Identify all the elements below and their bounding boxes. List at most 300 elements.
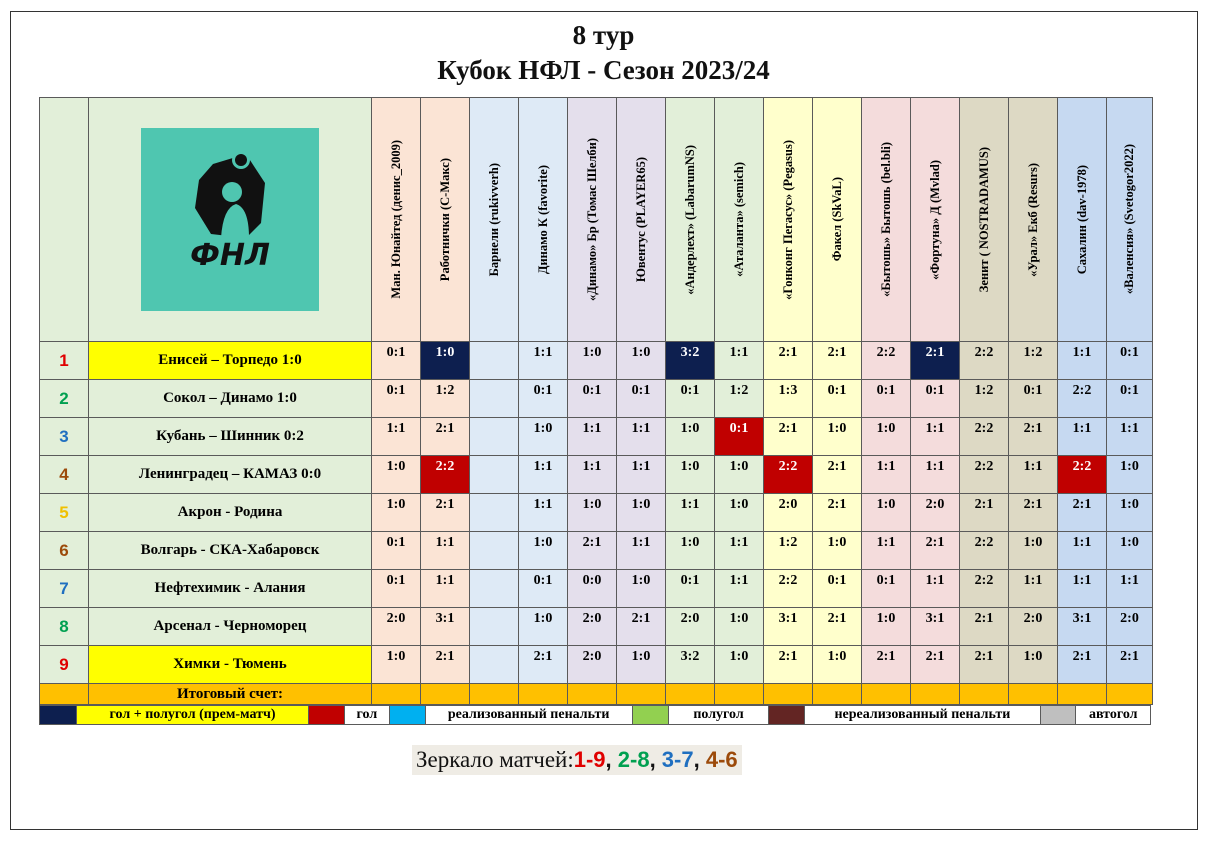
prediction-cell <box>911 494 960 532</box>
prediction-cell <box>666 646 715 684</box>
legend-swatch <box>769 706 805 724</box>
mirror-pair: 1-9 <box>573 747 606 772</box>
prediction-cell <box>813 380 862 418</box>
prediction-score: 0:1 <box>680 573 700 588</box>
prediction-score: 2:1 <box>974 611 994 626</box>
prediction-score: 0:1 <box>386 573 406 588</box>
prediction-score: 2:1 <box>827 459 847 474</box>
prediction-cell <box>1009 646 1058 684</box>
prediction-score: 2:1 <box>778 421 798 436</box>
prediction-score: 1:1 <box>582 459 602 474</box>
legend-label: полугол <box>669 706 770 724</box>
prediction-score: 0:1 <box>1120 383 1139 398</box>
prediction-score: 2:1 <box>435 497 455 512</box>
prediction-cell <box>960 646 1009 684</box>
participant-name: Зенит ( NOSTRADAMUS) <box>976 146 991 293</box>
prediction-cell <box>862 570 911 608</box>
prediction-score: 0:1 <box>386 345 406 360</box>
prediction-score: 2:2 <box>876 345 896 360</box>
legend-swatch <box>390 706 426 724</box>
legend-label: гол <box>345 706 390 724</box>
prediction-cell <box>519 532 568 570</box>
prediction-cell <box>519 456 568 494</box>
total-cell <box>862 684 911 705</box>
prediction-score: 2:0 <box>778 497 798 512</box>
prediction-cell <box>372 380 421 418</box>
legend-label: реализованный пенальти <box>426 706 633 724</box>
total-label: Итоговый счет: <box>89 684 372 705</box>
prediction-score: 2:2 <box>1072 383 1092 398</box>
prediction-cell <box>764 494 813 532</box>
prediction-cell <box>617 608 666 646</box>
prediction-cell <box>960 456 1009 494</box>
prediction-cell <box>1009 418 1058 456</box>
prediction-score: 1:0 <box>1120 535 1139 550</box>
participant-name: «Урал» Екб (Resurs) <box>1025 162 1040 277</box>
legend-swatch <box>633 706 669 724</box>
prediction-cell <box>813 608 862 646</box>
prediction-score: 1:1 <box>729 573 749 588</box>
prediction-cell <box>862 532 911 570</box>
prediction-score: 1:0 <box>386 459 406 474</box>
prediction-score: 1:1 <box>435 535 455 550</box>
logo-text: ФНЛ <box>190 238 270 273</box>
prediction-score: 2:2 <box>1072 459 1092 474</box>
prediction-score: 1:2 <box>1023 345 1043 360</box>
prediction-score: 0:1 <box>533 573 553 588</box>
prediction-score: 2:1 <box>435 649 455 664</box>
prediction-cell <box>960 342 1009 380</box>
prediction-cell <box>372 418 421 456</box>
participant-header <box>813 98 862 342</box>
prediction-score: 2:1 <box>974 649 994 664</box>
total-cell <box>813 684 862 705</box>
prediction-cell <box>1107 608 1153 646</box>
prediction-score: 0:1 <box>827 573 847 588</box>
prediction-score: 1:0 <box>729 497 749 512</box>
prediction-cell <box>1107 646 1153 684</box>
participant-name: Ман. Юнайтед (денис_2009) <box>388 140 403 299</box>
prediction-cell <box>666 418 715 456</box>
prediction-cell <box>568 532 617 570</box>
prediction-score: 1:0 <box>827 421 847 436</box>
prediction-cell <box>764 570 813 608</box>
prediction-cell <box>470 646 519 684</box>
prediction-score: 1:1 <box>925 573 945 588</box>
prediction-cell <box>372 570 421 608</box>
prediction-score: 2:1 <box>1023 497 1043 512</box>
prediction-cell <box>568 342 617 380</box>
results-table <box>39 97 1153 705</box>
prediction-score: 2:1 <box>1072 497 1092 512</box>
prediction-score: 2:1 <box>631 611 651 626</box>
prediction-cell <box>1107 380 1153 418</box>
match-row <box>40 456 1153 494</box>
fnl-logo <box>141 128 319 311</box>
prediction-cell <box>519 342 568 380</box>
match-number: 9 <box>40 646 89 684</box>
prediction-score: 2:2 <box>974 573 994 588</box>
participant-name: «Андерлехт» (LabarumNS) <box>682 144 697 295</box>
prediction-score: 1:1 <box>533 459 553 474</box>
prediction-cell <box>372 532 421 570</box>
prediction-cell <box>421 608 470 646</box>
prediction-score: 2:2 <box>778 573 798 588</box>
prediction-score: 1:1 <box>1072 345 1092 360</box>
prediction-score: 1:0 <box>582 497 602 512</box>
prediction-score: 2:1 <box>925 649 945 664</box>
prediction-score: 3:1 <box>435 611 455 626</box>
prediction-score: 1:1 <box>533 345 553 360</box>
prediction-score: 1:1 <box>876 535 896 550</box>
participant-name: Сахалин (dav-1978) <box>1074 164 1089 275</box>
prediction-score: 0:1 <box>1023 383 1043 398</box>
prediction-score: 1:2 <box>778 535 798 550</box>
corner-cell <box>40 98 89 342</box>
prediction-score: 2:2 <box>974 421 994 436</box>
prediction-cell <box>519 380 568 418</box>
prediction-score: 1:1 <box>582 421 602 436</box>
prediction-score: 2:1 <box>533 649 553 664</box>
prediction-score: 1:0 <box>1023 649 1043 664</box>
prediction-cell <box>421 456 470 494</box>
participant-header <box>372 98 421 342</box>
prediction-cell <box>519 570 568 608</box>
prediction-cell <box>666 380 715 418</box>
prediction-score: 2:2 <box>974 459 994 474</box>
total-cell <box>568 684 617 705</box>
participant-header <box>666 98 715 342</box>
prediction-cell <box>568 570 617 608</box>
prediction-score: 2:0 <box>386 611 406 626</box>
prediction-score: 3:2 <box>680 649 700 664</box>
total-corner <box>40 684 89 705</box>
prediction-cell <box>911 342 960 380</box>
prediction-cell <box>666 494 715 532</box>
prediction-score: 1:1 <box>1072 573 1092 588</box>
prediction-score: 1:1 <box>1120 573 1139 588</box>
mirror-pair: 2-8 <box>617 747 650 772</box>
prediction-score: 2:1 <box>1023 421 1043 436</box>
prediction-score: 1:0 <box>680 421 700 436</box>
prediction-score: 1:0 <box>1120 497 1139 512</box>
prediction-score: 1:1 <box>1120 421 1139 436</box>
prediction-cell <box>519 418 568 456</box>
prediction-cell <box>862 418 911 456</box>
prediction-score: 2:1 <box>925 345 945 360</box>
prediction-score: 1:0 <box>533 421 553 436</box>
prediction-score: 1:0 <box>1023 535 1043 550</box>
prediction-score: 2:2 <box>974 345 994 360</box>
participant-header <box>911 98 960 342</box>
prediction-cell <box>666 608 715 646</box>
prediction-score: 3:1 <box>778 611 798 626</box>
participant-header <box>470 98 519 342</box>
prediction-cell <box>1009 608 1058 646</box>
prediction-cell <box>715 380 764 418</box>
prediction-cell <box>421 646 470 684</box>
prediction-score: 1:1 <box>533 497 553 512</box>
prediction-score: 0:1 <box>876 573 896 588</box>
prediction-cell <box>911 380 960 418</box>
match-title: Акрон - Родина <box>89 494 372 532</box>
prediction-score: 1:1 <box>1023 459 1043 474</box>
match-title: Сокол – Динамо 1:0 <box>89 380 372 418</box>
total-cell <box>519 684 568 705</box>
prediction-cell <box>1058 456 1107 494</box>
prediction-cell <box>470 456 519 494</box>
prediction-cell <box>470 380 519 418</box>
prediction-score: 1:0 <box>680 459 700 474</box>
prediction-score: 2:2 <box>974 535 994 550</box>
total-cell <box>421 684 470 705</box>
total-cell <box>470 684 519 705</box>
prediction-score: 1:1 <box>435 573 455 588</box>
prediction-cell <box>911 418 960 456</box>
prediction-cell <box>568 646 617 684</box>
match-number: 8 <box>40 608 89 646</box>
total-cell <box>715 684 764 705</box>
prediction-score: 1:0 <box>876 497 896 512</box>
prediction-score: 1:2 <box>729 383 749 398</box>
prediction-score: 0:1 <box>386 535 406 550</box>
prediction-cell <box>813 494 862 532</box>
prediction-cell <box>813 532 862 570</box>
legend-swatch <box>1041 706 1077 724</box>
prediction-score: 1:0 <box>680 535 700 550</box>
prediction-cell <box>911 532 960 570</box>
mirror-pair: 3-7 <box>661 747 694 772</box>
prediction-score: 1:1 <box>729 535 749 550</box>
match-number: 5 <box>40 494 89 532</box>
match-title: Химки - Тюмень <box>89 646 372 684</box>
prediction-cell <box>372 342 421 380</box>
prediction-cell <box>372 608 421 646</box>
mirror-separator: , <box>649 747 662 772</box>
prediction-cell <box>617 570 666 608</box>
prediction-cell <box>911 570 960 608</box>
prediction-cell <box>1107 494 1153 532</box>
mirror-separator: , <box>693 747 706 772</box>
prediction-cell <box>421 570 470 608</box>
match-row <box>40 342 1153 380</box>
prediction-cell <box>862 608 911 646</box>
prediction-cell <box>519 608 568 646</box>
prediction-cell <box>1058 380 1107 418</box>
prediction-score: 3:1 <box>925 611 945 626</box>
prediction-score: 1:0 <box>631 497 651 512</box>
match-row <box>40 608 1153 646</box>
prediction-cell <box>715 646 764 684</box>
prediction-score: 0:1 <box>386 383 406 398</box>
prediction-score: 1:1 <box>631 535 651 550</box>
prediction-score: 1:0 <box>582 345 602 360</box>
prediction-cell <box>372 494 421 532</box>
participant-name: Ювентус (PLAYER65) <box>633 156 648 283</box>
match-number: 4 <box>40 456 89 494</box>
prediction-score: 2:1 <box>925 535 945 550</box>
prediction-score: 0:1 <box>680 383 700 398</box>
match-title: Енисей – Торпедо 1:0 <box>89 342 372 380</box>
prediction-cell <box>568 380 617 418</box>
prediction-cell <box>1058 418 1107 456</box>
prediction-score: 1:0 <box>729 459 749 474</box>
prediction-score: 2:0 <box>582 649 602 664</box>
prediction-cell <box>715 418 764 456</box>
match-row <box>40 380 1153 418</box>
prediction-score: 2:1 <box>778 649 798 664</box>
prediction-cell <box>911 456 960 494</box>
prediction-cell <box>813 418 862 456</box>
prediction-cell <box>568 494 617 532</box>
prediction-cell <box>1058 532 1107 570</box>
prediction-score: 3:2 <box>680 345 700 360</box>
prediction-cell <box>1009 342 1058 380</box>
prediction-cell <box>1058 570 1107 608</box>
prediction-cell <box>862 342 911 380</box>
participant-header <box>764 98 813 342</box>
prediction-score: 1:0 <box>386 497 406 512</box>
prediction-cell <box>715 532 764 570</box>
prediction-cell <box>617 456 666 494</box>
prediction-cell <box>813 456 862 494</box>
prediction-score: 1:1 <box>1023 573 1043 588</box>
prediction-cell <box>568 418 617 456</box>
participant-name: Факел (SkVaL) <box>829 177 844 262</box>
prediction-score: 1:1 <box>925 459 945 474</box>
legend-label: гол + полугол (прем-матч) <box>77 706 309 724</box>
mirror-matches <box>412 745 742 775</box>
prediction-cell <box>911 646 960 684</box>
prediction-cell <box>617 418 666 456</box>
fnl-logo-icon <box>141 128 319 311</box>
legend-swatch <box>309 706 345 724</box>
prediction-cell <box>764 418 813 456</box>
prediction-score: 1:2 <box>435 383 455 398</box>
prediction-cell <box>568 608 617 646</box>
match-number: 6 <box>40 532 89 570</box>
prediction-score: 1:1 <box>1072 535 1092 550</box>
prediction-cell <box>960 570 1009 608</box>
prediction-cell <box>764 608 813 646</box>
prediction-score: 1:1 <box>680 497 700 512</box>
prediction-score: 0:1 <box>827 383 847 398</box>
prediction-cell <box>764 532 813 570</box>
participant-header <box>1107 98 1153 342</box>
prediction-cell <box>715 456 764 494</box>
prediction-cell <box>666 532 715 570</box>
prediction-score: 1:1 <box>386 421 406 436</box>
prediction-score: 1:1 <box>631 421 651 436</box>
legend-label: автогол <box>1076 706 1150 724</box>
legend-label: нереализованный пенальти <box>805 706 1040 724</box>
prediction-cell <box>715 342 764 380</box>
prediction-cell <box>372 646 421 684</box>
prediction-score: 2:0 <box>925 497 945 512</box>
match-number: 2 <box>40 380 89 418</box>
prediction-score: 1:0 <box>729 649 749 664</box>
prediction-score: 0:1 <box>631 383 651 398</box>
prediction-cell <box>617 380 666 418</box>
prediction-cell <box>862 494 911 532</box>
match-row <box>40 532 1153 570</box>
prediction-cell <box>666 570 715 608</box>
participant-name: «Бытошь» Бытошь (bel.bli) <box>878 142 893 297</box>
prediction-score: 1:1 <box>925 421 945 436</box>
prediction-cell <box>421 532 470 570</box>
prediction-cell <box>421 418 470 456</box>
prediction-score: 2:1 <box>876 649 896 664</box>
match-row <box>40 418 1153 456</box>
mirror-separator: , <box>605 747 618 772</box>
legend-swatch <box>40 706 77 724</box>
prediction-score: 2:0 <box>1023 611 1043 626</box>
match-number: 7 <box>40 570 89 608</box>
prediction-score: 2:0 <box>1120 611 1139 626</box>
total-cell <box>617 684 666 705</box>
round-title: 8 тур <box>572 20 635 50</box>
prediction-score: 1:0 <box>631 649 651 664</box>
prediction-cell <box>1009 456 1058 494</box>
header-row <box>40 98 1153 342</box>
prediction-score: 2:1 <box>974 497 994 512</box>
participant-header <box>715 98 764 342</box>
prediction-cell <box>1058 646 1107 684</box>
prediction-cell <box>764 342 813 380</box>
match-title: Арсенал - Черноморец <box>89 608 372 646</box>
prediction-score: 2:1 <box>1072 649 1092 664</box>
prediction-cell <box>813 646 862 684</box>
prediction-cell <box>617 494 666 532</box>
prediction-cell <box>421 494 470 532</box>
prediction-score: 1:0 <box>827 649 847 664</box>
participant-name: Динамо К (favorite) <box>535 164 550 275</box>
prediction-score: 1:1 <box>876 459 896 474</box>
cup-title: Кубок НФЛ - Сезон 2023/24 <box>437 55 770 85</box>
mirror-pairs <box>574 747 738 773</box>
prediction-cell <box>960 608 1009 646</box>
participant-header <box>862 98 911 342</box>
prediction-cell <box>1009 494 1058 532</box>
prediction-cell <box>715 494 764 532</box>
prediction-score: 2:0 <box>680 611 700 626</box>
prediction-cell <box>421 342 470 380</box>
prediction-cell <box>470 418 519 456</box>
match-number: 1 <box>40 342 89 380</box>
match-row <box>40 494 1153 532</box>
prediction-score: 1:0 <box>533 611 553 626</box>
prediction-cell <box>666 342 715 380</box>
prediction-cell <box>715 608 764 646</box>
match-title: Волгарь - СКА-Хабаровск <box>89 532 372 570</box>
prediction-cell <box>1009 380 1058 418</box>
prediction-score: 1:0 <box>631 573 651 588</box>
prediction-score: 1:2 <box>974 383 994 398</box>
total-cell <box>1107 684 1153 705</box>
participant-name: «Фортуна» Д (Mvlad) <box>927 159 942 280</box>
match-title: Кубань – Шинник 0:2 <box>89 418 372 456</box>
participant-header <box>1058 98 1107 342</box>
prediction-score: 1:0 <box>386 649 406 664</box>
prediction-cell <box>764 456 813 494</box>
prediction-score: 1:0 <box>827 535 847 550</box>
prediction-cell <box>1107 570 1153 608</box>
prediction-cell <box>764 646 813 684</box>
match-title: Ленинградец – КАМАЗ 0:0 <box>89 456 372 494</box>
prediction-cell <box>813 570 862 608</box>
prediction-cell <box>813 342 862 380</box>
participant-name: «Гонконг Пегасус» (Pegasus) <box>780 139 795 300</box>
